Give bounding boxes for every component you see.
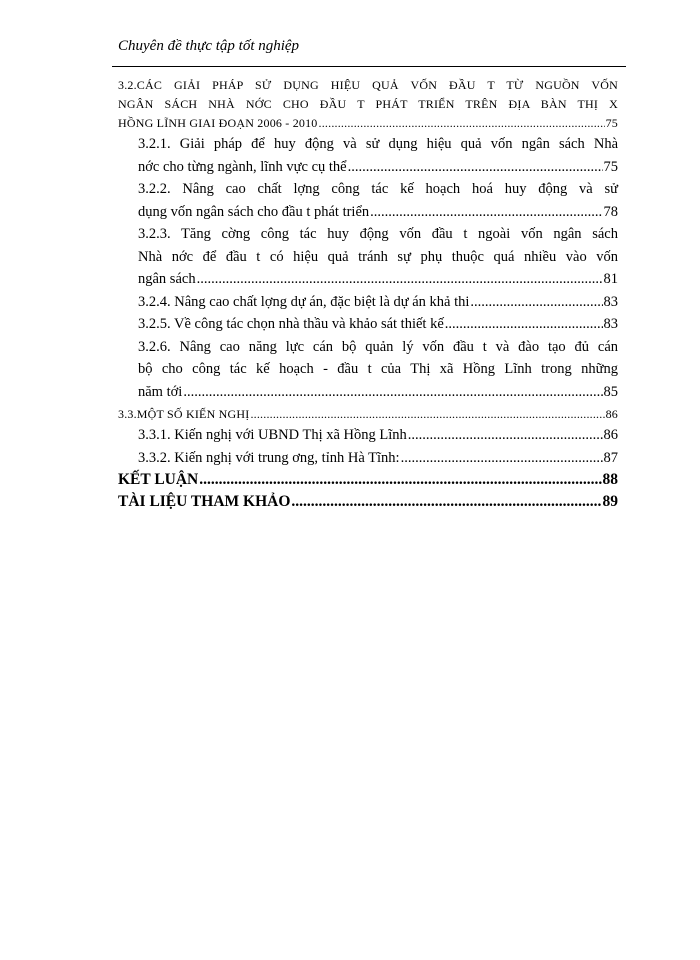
toc-page-number: 75 — [605, 116, 618, 130]
toc-leader-dots — [470, 291, 602, 314]
toc-entry-text-line: 3.2.2. Nâng cao chất lợng công tác kế hoạch hoá huy động và sử — [138, 181, 618, 197]
toc-entry-3-2-2[interactable] — [118, 178, 618, 223]
toc-entry-3-2-4[interactable] — [118, 291, 618, 314]
toc-entry-text-line: KẾT LUẬN — [118, 471, 199, 488]
toc-leader-dots — [319, 114, 605, 133]
toc-leader-dots — [348, 156, 603, 179]
toc-leader-dots — [199, 469, 601, 491]
toc-entry-text-line: Nhà nớc để đầu t có hiệu quả tránh sự phụ thuộc quá nhiều vào vốn — [138, 248, 618, 265]
toc-entry-3-2-5[interactable] — [118, 313, 618, 336]
toc-entry-text-line: 3.3.1. Kiến nghị với UBND Thị xã Hồng Lĩnh — [138, 427, 407, 443]
toc-leader-dots — [408, 424, 603, 447]
toc-entry-3-2-3[interactable] — [118, 223, 618, 291]
toc-entry-text-line: NGÂN SÁCH NHÀ NỚC CHO ĐẦU T PHÁT TRIỂN TRÊN ĐỊA BÀN THỊ X — [118, 97, 618, 111]
toc-entry-text-line: ngân sách — [138, 271, 196, 287]
header-divider — [112, 66, 626, 67]
toc-page-number: 85 — [603, 383, 618, 400]
toc-entry-text-line: HỒNG LĨNH GIAI ĐOẠN 2006 - 2010 — [118, 116, 318, 130]
toc-page-number: 89 — [602, 493, 618, 510]
toc-entry-3-3-1[interactable] — [118, 424, 618, 447]
page-header-title: Chuyên đề thực tập tốt nghiệp — [118, 38, 300, 54]
toc-page-number: 83 — [603, 293, 618, 310]
toc-leader-dots — [250, 405, 604, 424]
toc-leader-dots — [445, 313, 603, 336]
toc-entry-text-line: 3.2.1. Giải pháp để huy động và sử dụng hiệu quả vốn ngân sách Nhà — [138, 136, 618, 152]
toc-entry-text-line: 3.2.4. Nâng cao chất lợng dự án, đặc biệt là dự án khả thi — [138, 293, 470, 310]
toc-entry-text-line: 3.2.CÁC GIẢI PHÁP SỬ DỤNG HIỆU QUẢ VỐN ĐẦU T TỪ NGUỒN VỐN — [118, 78, 618, 92]
toc-page-number: 87 — [603, 449, 618, 466]
toc-entry-3-2[interactable] — [118, 76, 618, 133]
toc-entry-text-line: năm tới — [138, 383, 183, 400]
toc-entry-text-line: 3.2.6. Nâng cao năng lực cán bộ quản lý vốn đầu t và đào tạo đủ cán — [138, 338, 618, 355]
toc-page-number: 81 — [603, 271, 618, 287]
toc-entry-text-line: 3.3.MỘT SỐ KIẾN NGHỊ — [118, 407, 250, 421]
toc-entry-tai-lieu-tham-khao[interactable] — [118, 491, 618, 513]
toc-entry-text-line: 3.3.2. Kiến nghị với trung ơng, tỉnh Hà Tĩnh: — [138, 449, 400, 466]
toc-page-number: 75 — [603, 158, 618, 175]
toc-page-number: 83 — [603, 316, 618, 332]
toc-entry-text-line: 3.2.3. Tăng cờng công tác huy động vốn đầu t ngoài vốn ngân sách — [138, 226, 618, 242]
toc-entry-3-3-2[interactable] — [118, 447, 618, 470]
toc-leader-dots — [183, 381, 602, 404]
toc-entry-text-line: bộ cho công tác kế hoạch - đầu t của Thị xã Hồng Lĩnh trong những — [138, 361, 618, 377]
toc-page-number: 86 — [603, 427, 618, 443]
table-of-contents — [118, 76, 618, 513]
toc-entry-text-line: dụng vốn ngân sách cho đầu t phát triển — [138, 203, 370, 220]
toc-entry-3-2-1[interactable] — [118, 133, 618, 178]
toc-entry-3-2-6[interactable] — [118, 336, 618, 404]
toc-leader-dots — [291, 491, 601, 513]
toc-page-number: 88 — [602, 471, 618, 488]
toc-entry-text-line: 3.2.5. Về công tác chọn nhà thầu và khảo sát thiết kế — [138, 316, 444, 332]
toc-leader-dots — [197, 268, 603, 291]
toc-leader-dots — [370, 201, 602, 224]
toc-entry-ket-luan[interactable] — [118, 469, 618, 491]
toc-entry-3-3[interactable] — [118, 405, 618, 424]
toc-leader-dots — [401, 447, 603, 470]
toc-page-number: 86 — [605, 407, 618, 421]
toc-entry-text-line: TÀI LIỆU THAM KHẢO — [118, 493, 291, 510]
toc-page-number: 78 — [603, 203, 618, 220]
toc-entry-text-line: nớc cho từng ngành, lĩnh vực cụ thể — [138, 158, 347, 175]
